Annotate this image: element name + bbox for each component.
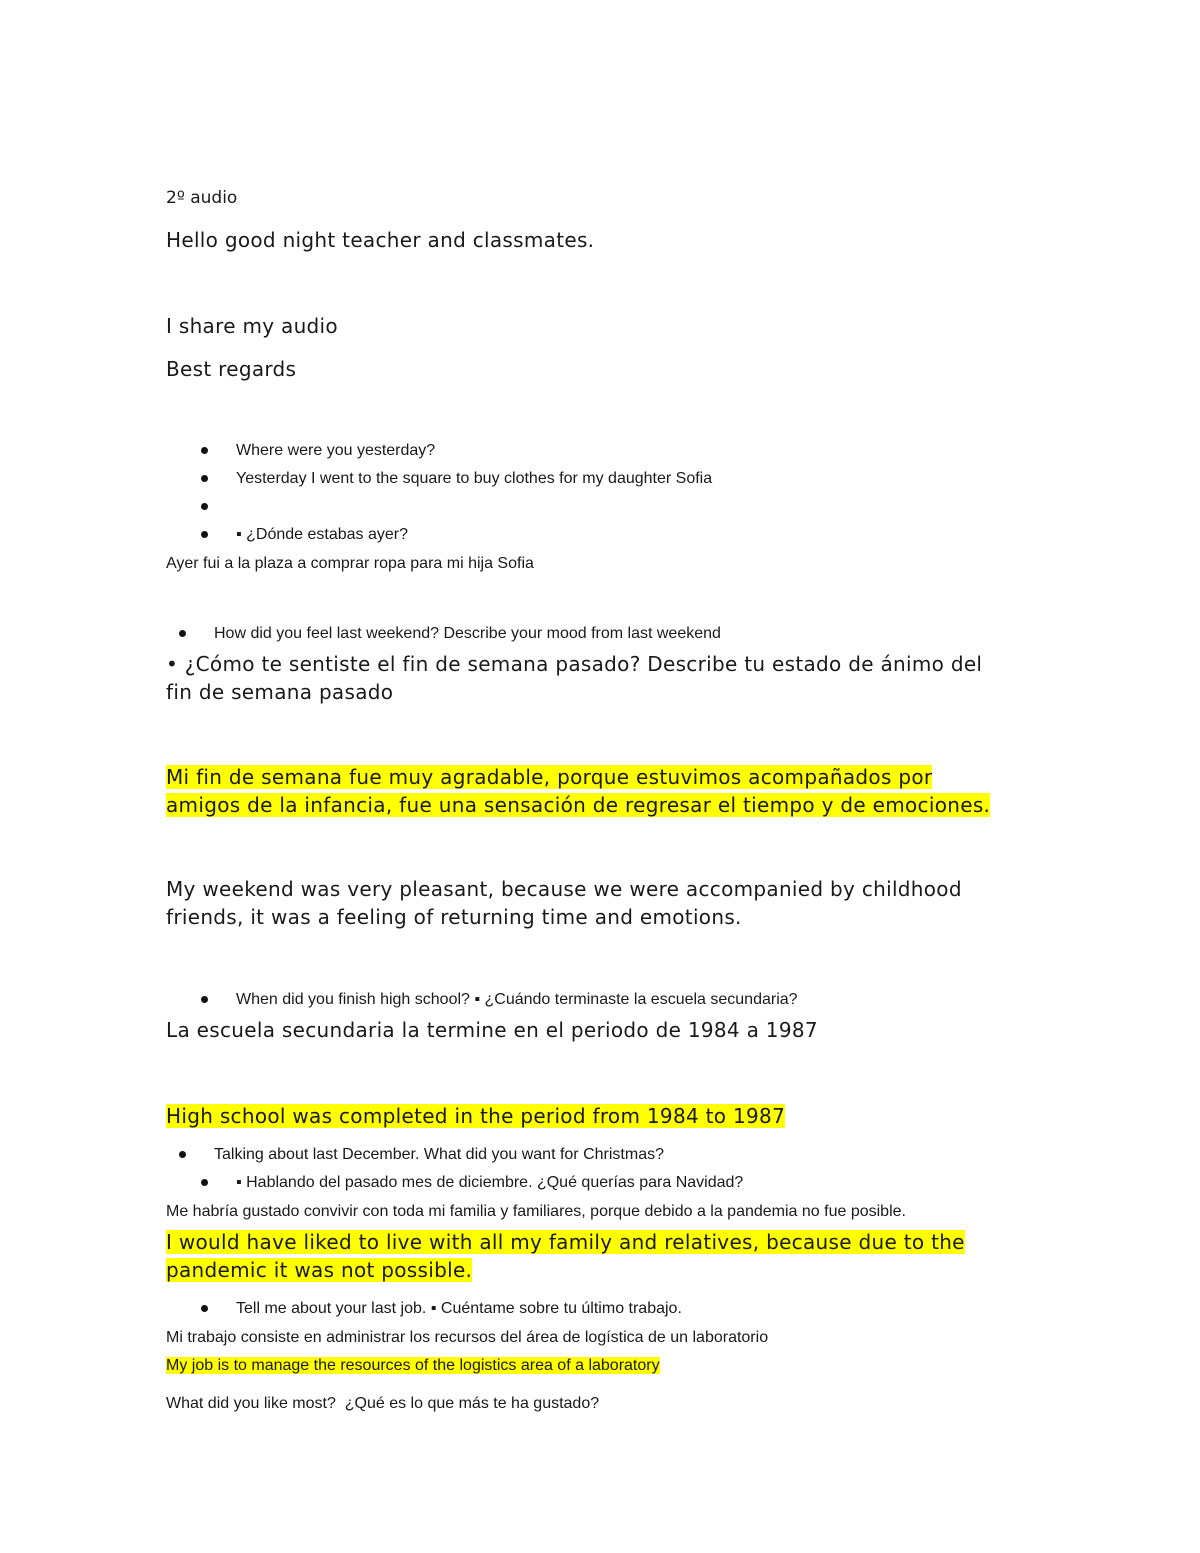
q3-answer-es: La escuela secundaria la termine en el periodo de 1984 a 1987: [166, 1018, 818, 1042]
q5-answer-es: Mi trabajo consiste en administrar los recursos del área de logística de un laboratorio: [166, 1329, 769, 1346]
share-text: I share my audio: [166, 314, 338, 338]
bullet-icon: [179, 1151, 186, 1158]
bullet-icon: [179, 630, 186, 637]
q4-answer-es: Me habría gustado convivir con toda mi familia y familiares, porque debido a la pandemia no fue posible.: [166, 1203, 906, 1220]
q1-question-es: ▪ ¿Dónde estabas ayer?: [236, 526, 408, 543]
doc-title: 2º audio: [166, 188, 238, 208]
highlight-span: I would have liked to live with all my family and relatives, because due to the: [166, 1230, 965, 1254]
q2-question-es-line2: fin de semana pasado: [166, 680, 394, 704]
q6-question: What did you like most? ¿Qué es lo que más te ha gustado?: [166, 1395, 600, 1412]
q3-answer-en: [166, 1104, 785, 1128]
q5-question: Tell me about your last job. ▪ Cuéntame sobre tu último trabajo.: [236, 1300, 682, 1317]
q5-answer-en: [166, 1357, 660, 1375]
bullet-icon: [201, 503, 208, 510]
q2-answer-en-line2: friends, it was a feeling of returning time and emotions.: [166, 905, 742, 929]
q4-answer-en-line2: [166, 1258, 472, 1282]
q1-question-en: Where were you yesterday?: [236, 442, 436, 459]
q3-question: When did you finish high school? ▪ ¿Cuándo terminaste la escuela secundaria?: [236, 991, 798, 1008]
highlight-span: Mi fin de semana fue muy agradable, porque estuvimos acompañados por: [166, 765, 933, 789]
q2-question-en: How did you feel last weekend? Describe your mood from last weekend: [214, 625, 721, 642]
bullet-icon: [201, 475, 208, 482]
q1-answer-en: Yesterday I went to the square to buy clothes for my daughter Sofia: [236, 470, 713, 487]
bullet-icon: [201, 1179, 208, 1186]
q4-answer-en-line1: [166, 1230, 965, 1254]
q2-answer-es-line1: [166, 765, 932, 789]
q2-answer-en-line1: My weekend was very pleasant, because we were accompanied by childhood: [166, 877, 962, 901]
greeting-text: Hello good night teacher and classmates.: [166, 228, 595, 252]
regards-text: Best regards: [166, 357, 297, 381]
q4-question-en: Talking about last December. What did you want for Christmas?: [214, 1146, 664, 1163]
bullet-icon: [201, 1305, 208, 1312]
q2-question-es-line1: • ¿Cómo te sentiste el fin de semana pasado? Describe tu estado de ánimo del: [166, 652, 983, 676]
bullet-icon: [201, 996, 208, 1003]
bullet-icon: [201, 531, 208, 538]
highlight-span: pandemic it was not possible.: [166, 1258, 473, 1282]
highlight-span: High school was completed in the period from 1984 to 1987: [166, 1104, 786, 1128]
q1-answer-es: Ayer fui a la plaza a comprar ropa para mi hija Sofia: [166, 555, 534, 572]
bullet-icon: [201, 447, 208, 454]
q2-answer-es-line2: [166, 793, 990, 817]
q4-question-es: ▪ Hablando del pasado mes de diciembre. ¿Qué querías para Navidad?: [236, 1174, 744, 1191]
highlight-span: My job is to manage the resources of the logistics area of a laboratory: [166, 1357, 660, 1374]
highlight-span: amigos de la infancia, fue una sensación de regresar el tiempo y de emociones.: [166, 793, 991, 817]
